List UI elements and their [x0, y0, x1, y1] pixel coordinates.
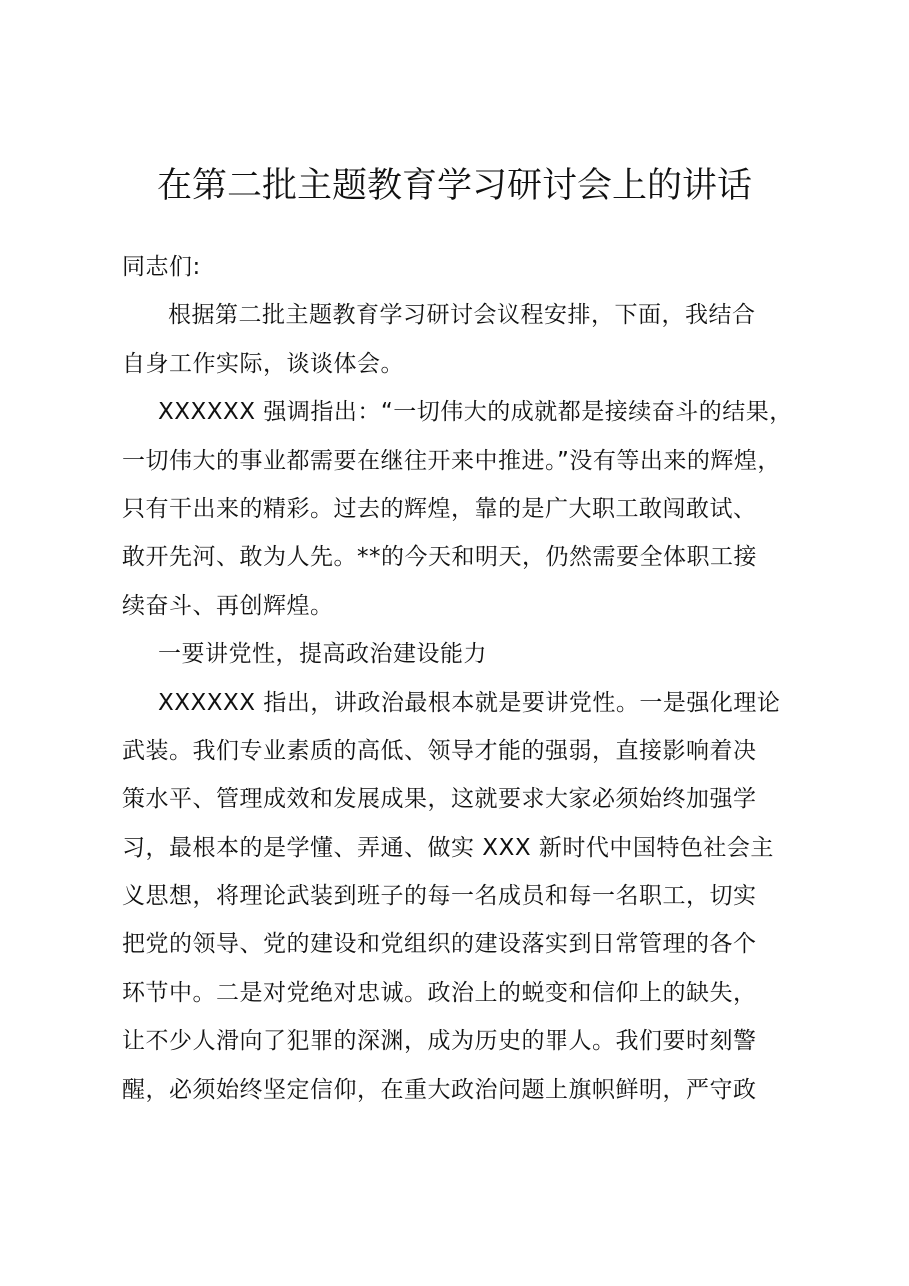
paragraph-line: 自身工作实际，谈谈体会。 — [122, 350, 404, 377]
paragraph-line: 一切伟大的事业都需要在继往开来中推进。”没有等出来的辉煌， — [122, 447, 781, 474]
paragraph-line: 敢开先河、敢为人先。**的今天和明天，仍然需要全体职工接 — [122, 544, 757, 571]
paragraph-line: 只有干出来的精彩。过去的辉煌，靠的是广大职工敢闯敢试、 — [122, 495, 757, 522]
paragraph-line: 策水平、管理成效和发展成果，这就要求大家必须始终加强学 — [122, 786, 757, 813]
salutation: 同志们: — [122, 254, 201, 280]
paragraph-line: 习，最根本的是学懂、弄通、做实 XXX 新时代中国特色社会主 — [122, 834, 774, 861]
paragraph-line: 义思想，将理论武装到班子的每一名成员和每一名职工，切实 — [122, 883, 757, 910]
paragraph-line: 让不少人滑向了犯罪的深渊，成为历史的罪人。我们要时刻警 — [122, 1028, 757, 1055]
paragraph-line: 环节中。二是对党绝对忠诚。政治上的蜕变和信仰上的缺失， — [122, 979, 757, 1006]
paragraph-line: XXXXXX 指出，讲政治最根本就是要讲党性。一是强化理论 — [158, 689, 781, 716]
section-heading: 一要讲党性，提高政治建设能力 — [158, 641, 487, 668]
paragraph-line: 武装。我们专业素质的高低、领导才能的强弱，直接影响着决 — [122, 737, 757, 764]
document-body — [122, 243, 810, 1114]
paragraph-line: 根据第二批主题教育学习研讨会议程安排，下面，我结合 — [168, 302, 756, 329]
paragraph-line: XXXXXX 强调指出：“一切伟大的成就都是接续奋斗的结果， — [158, 399, 793, 426]
paragraph-line: 续奋斗、再创辉煌。 — [122, 592, 334, 619]
document-title: 在第二批主题教育学习研讨会上的讲话 — [156, 166, 752, 206]
paragraph-line: 醒，必须始终坚定信仰，在重大政治问题上旗帜鲜明，严守政 — [122, 1076, 757, 1103]
paragraph-line: 把党的领导、党的建设和党组织的建设落实到日常管理的各个 — [122, 931, 757, 958]
